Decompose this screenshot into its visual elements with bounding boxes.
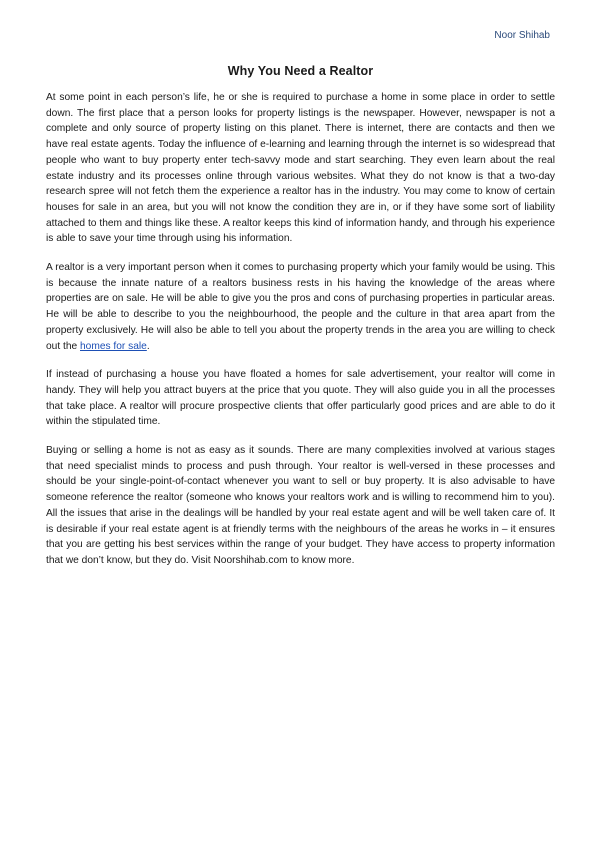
document-title: Why You Need a Realtor — [227, 64, 374, 78]
paragraph-2-end: . — [146, 340, 150, 352]
paragraph-3: If instead of purchasing a house you have floated a homes for sale advertisement, your realtor will come in handy. They will help you attract buyers at the price that you quote. They will also guide you in all the processes that take place. A realtor will procure prospective clients that offer particularly good prices and are able to do it within the stipulated time. — [46, 369, 555, 428]
paragraph-1: At some point in each person’s life, he or she is required to purchase a home in some place in order to settle down. The first place that a person looks for property listings is the newspaper. However, newspaper is not a complete and only source of property listing on this planet. There is internet, there are contacts and then we have real estate agents. Today the influence of e-learning and learning through the internet is so widespread that people who want to buy property enter tech-savvy mode and start searching. They even learn about the real estate industry and its processes online through various websites. What they do not know is that a two-day research spree will not fetch them the experience a realtor has in the industry. You may come to know of certain houses for sale in an area, but you will not know the condition they are in, or if they have some sort of liability attached to them and things like these. A realtor keeps this kind of information handy, and through his experience is able to save your time through using his information. — [46, 92, 555, 245]
paragraph-2-text: A realtor is a very important person when it comes to purchasing property which your family would be using. This is because the innate nature of a realtors business rests in his having the knowledge of the areas where properties are on sale. He will be able to give you the pros and cons of purchasing properties in particular areas. He will be able to describe to you the neighbourhood, the people and the culture in that area apart from the property exclusively. He will also be able to tell you about the property trends in the area you are willing to check out the — [46, 262, 555, 352]
document-body — [46, 64, 555, 582]
homes-for-sale-link[interactable]: homes for sale — [80, 340, 147, 352]
paragraph-4: Buying or selling a home is not as easy as it sounds. There are many complexities involved at various stages that need specialist minds to process and push through. Your realtor is well-versed in these processes and should be your single-point-of-contact whenever you want to sell or buy property. It is also advisable to have someone reference the realtor (someone who knows your realtors work and is willing to recommend him to you). All the issues that arise in the dealings will be handled by your real estate agent and will be well taken care of. It is desirable if your real estate agent is at friendly terms with the neighbours of the areas he works in – it ensures that you are getting his best services within the range of your budget. They have access to property information that we don’t know, but they do. Visit Noorshihab.com to know more. — [46, 445, 555, 566]
author-name: Noor Shihab — [494, 30, 550, 41]
paragraph-2 — [46, 260, 555, 354]
